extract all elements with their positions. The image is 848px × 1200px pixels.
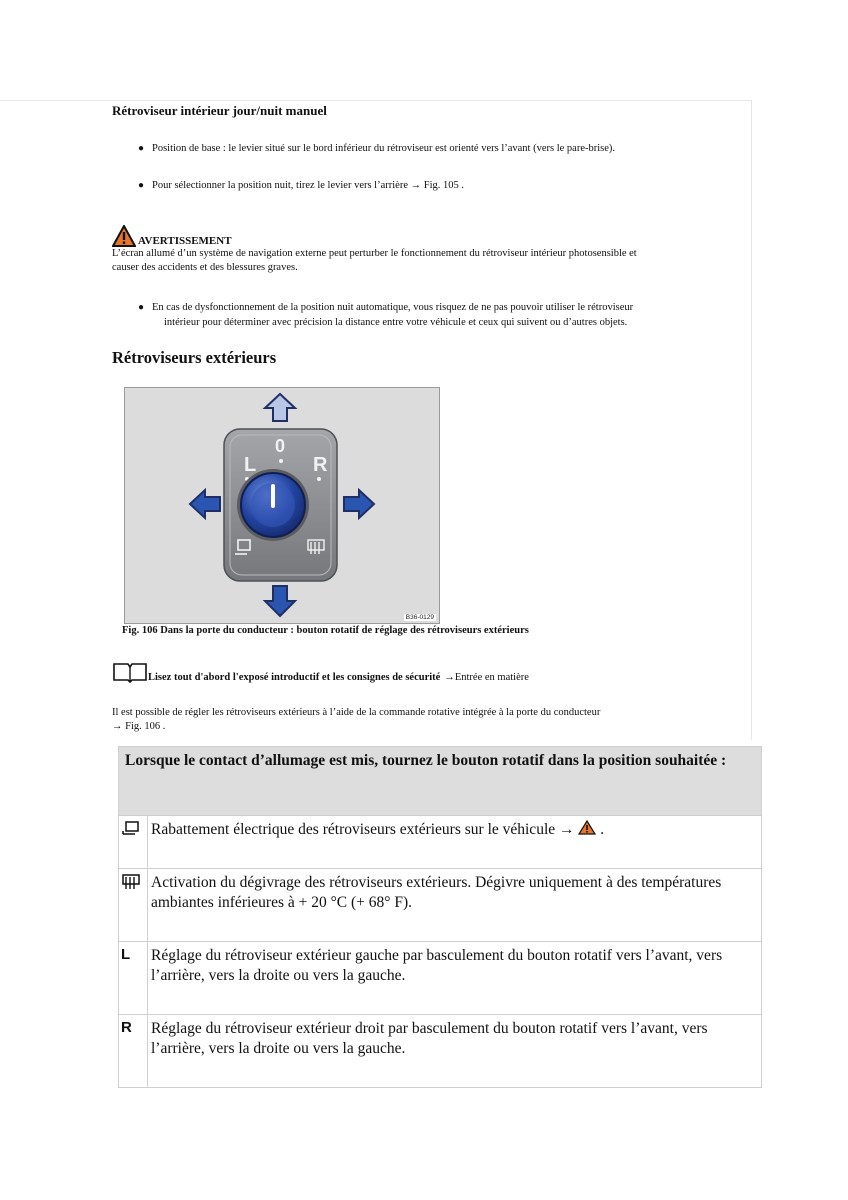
open-book-icon [112,661,148,683]
arrow-left-icon [190,490,220,518]
page-frame-right [751,100,752,740]
table-row [119,869,762,942]
arrow-up-icon [265,394,295,421]
arrow-right-icon [344,490,374,518]
table-icon-cell [119,816,148,869]
arrow-down-icon [265,586,295,616]
figure-reference-link[interactable]: → Fig. 106 . [112,721,166,732]
intro-note-link[interactable]: →Entrée en matière [444,672,529,683]
knob-label-r: R [313,454,328,476]
warning-title: AVERTISSEMENT [138,235,232,247]
section-title-interior-mirror: Rétroviseur intérieur jour/nuit manuel [112,103,327,118]
table-cell: Réglage du rétroviseur extérieur droit par basculement du bouton rotatif vers l’avant, vers l’arrière, vers la droite ou vers la gauche. [148,1015,762,1088]
mirror-fold-icon [121,820,141,838]
mirror-heating-icon [121,873,141,891]
intro-note-text: Lisez tout d'abord l'exposé introductif et les consignes de sécurité [148,672,441,683]
knob-label-l: L [244,454,257,476]
warning-triangle-icon[interactable] [578,820,596,835]
warning-box [112,225,732,275]
figure-caption: Fig. 106 Dans la porte du conducteur : bouton rotatif de réglage des rétroviseurs extérieurs [122,625,529,636]
bullet-icon: ● [138,302,145,313]
table-cell [148,816,762,869]
warning-triangle-icon [112,225,136,247]
bullet-icon: ● [138,180,145,191]
figure-mirror-knob [124,387,440,624]
warning-heading [112,225,732,247]
list-item-text: intérieur pour déterminer avec précision la distance entre votre véhicule et ceux qui suivent ou d’autres objets. [164,317,628,328]
list-item-text: Position de base : le levier situé sur le bord inférieur du rétroviseur est orienté vers l’avant (vers le pare-brise). [152,143,616,154]
mirror-left-icon: L [121,946,131,963]
warning-text-line: causer des accidents et des blessures graves. [112,262,298,273]
row-text: Rabattement électrique des rétroviseurs extérieurs sur le véhicule → [151,821,575,838]
table-row [119,816,762,869]
table-icon-cell [119,1015,148,1088]
knob-label-0: 0 [275,436,286,456]
mirror-right-icon: R [121,1019,132,1036]
table-row [119,1015,762,1088]
table-row [119,942,762,1015]
row-text-suffix: . [600,821,605,838]
mirror-control-illustration [125,388,439,623]
control-function-table [118,746,762,1088]
table-cell: Activation du dégivrage des rétroviseurs extérieurs. Dégivre uniquement à des températures ambiantes inférieures à + 20 °C (+ 68° F). [148,869,762,942]
bullet-icon: ● [138,143,145,154]
table-icon-cell [119,869,148,942]
warning-list-item [138,300,732,330]
figure-code: B36-0129 [405,614,434,621]
table-header: Lorsque le contact d’allumage est mis, tournez le bouton rotatif dans la position souhaitée : [119,747,762,816]
warning-text [112,247,732,275]
page-frame-top [0,100,752,101]
list-item-text: En cas de dysfonctionnement de la position nuit automatique, vous risquez de ne pas pouvoir utiliser le rétroviseur [152,302,634,313]
table-cell: Réglage du rétroviseur extérieur gauche par basculement du bouton rotatif vers l’avant, vers l’arrière, vers la droite ou vers la gauche. [148,942,762,1015]
body-paragraph [112,706,712,734]
list-item [138,178,464,193]
section-title-exterior-mirrors: Rétroviseurs extérieurs [112,348,277,367]
paragraph-line: Il est possible de régler les rétroviseurs extérieurs à l’aide de la commande rotative intégrée à la porte du conducteur [112,707,601,718]
warning-text-line: L’écran allumé d’un système de navigation externe peut perturber le fonctionnement du rétroviseur intérieur photosensible et [112,248,637,259]
rotary-knob [237,469,309,541]
table-icon-cell [119,942,148,1015]
intro-note [112,661,529,683]
list-item [138,141,616,156]
list-item-text: Pour sélectionner la position nuit, tirez le levier vers l’arrière → Fig. 105 . [152,180,464,191]
